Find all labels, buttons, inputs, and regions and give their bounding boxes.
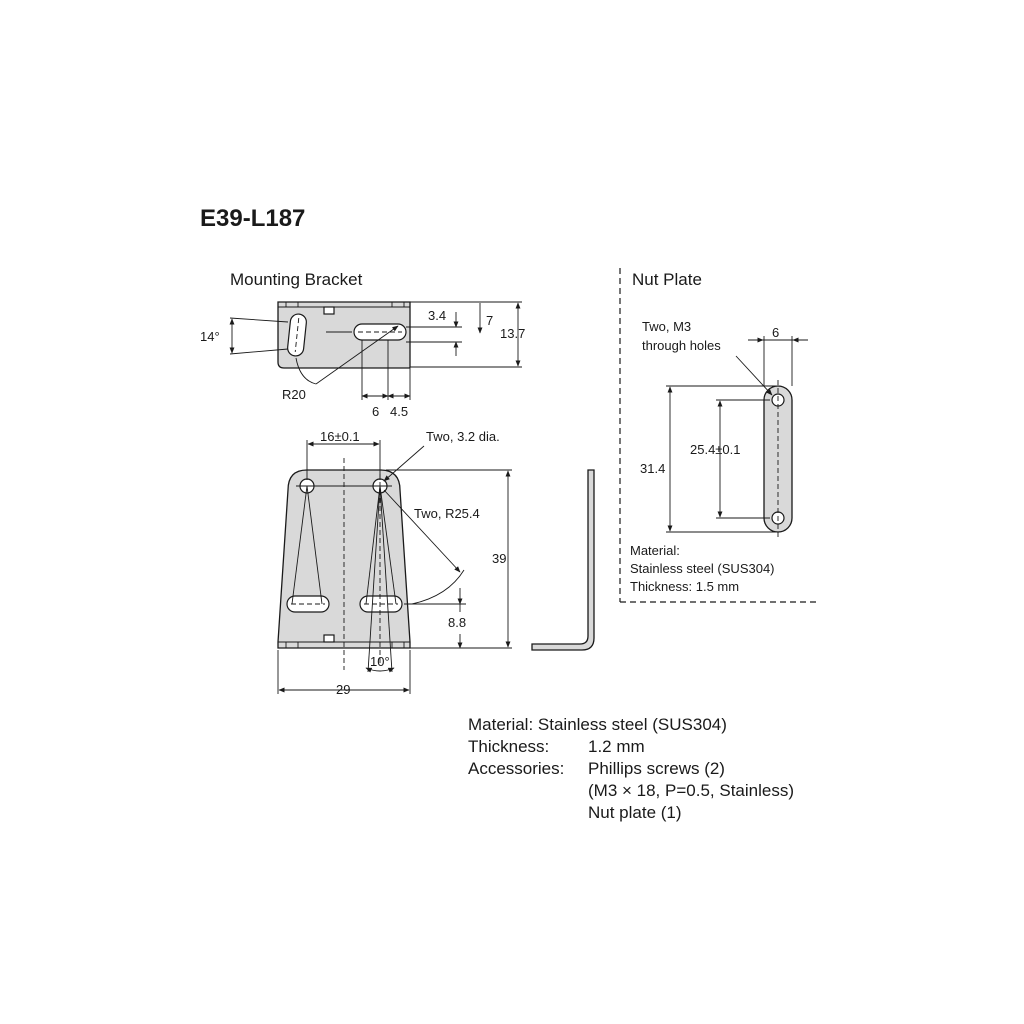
mounting-bracket-label: Mounting Bracket bbox=[230, 270, 363, 289]
holes-note: Two, 3.2 dia. bbox=[426, 429, 500, 444]
nut-plate-drawing bbox=[666, 336, 808, 538]
spec-accessories-2: (M3 × 18, P=0.5, Stainless) bbox=[588, 781, 794, 800]
nut-dim-width: 6 bbox=[772, 325, 780, 340]
slot-radius-note: Two, R25.4 bbox=[414, 506, 480, 521]
spec-accessories-label: Accessories: bbox=[468, 759, 565, 778]
nut-plate-label: Nut Plate bbox=[632, 270, 702, 289]
dim-13-7: 13.7 bbox=[500, 326, 526, 341]
dim-height-39: 39 bbox=[492, 551, 507, 566]
dim-hole-spacing: 16±0.1 bbox=[320, 429, 360, 444]
nut-dim-pitch: 25.4±0.1 bbox=[690, 442, 741, 457]
spec-thickness-label: Thickness: bbox=[468, 737, 550, 756]
dim-radius-r20: R20 bbox=[282, 387, 306, 402]
nut-holes-note-2: through holes bbox=[642, 338, 721, 353]
dim-angle-10: 10° bbox=[370, 654, 390, 669]
nut-holes-note-1: Two, M3 bbox=[642, 319, 692, 334]
dim-angle-14: 14° bbox=[200, 329, 220, 344]
nut-material: Stainless steel (SUS304) bbox=[630, 561, 775, 576]
dim-4-5: 4.5 bbox=[390, 404, 409, 419]
nut-dim-length: 31.4 bbox=[640, 461, 666, 476]
dim-7: 7 bbox=[486, 313, 494, 328]
dim-width-29: 29 bbox=[336, 682, 351, 697]
bracket-top-view bbox=[230, 302, 522, 400]
dim-8-8: 8.8 bbox=[448, 615, 467, 630]
drawing-title: E39-L187 bbox=[200, 205, 306, 232]
dim-6: 6 bbox=[372, 404, 380, 419]
bracket-side-view bbox=[532, 470, 594, 650]
dim-3-4: 3.4 bbox=[428, 308, 447, 323]
spec-accessories-1: Phillips screws (2) bbox=[588, 759, 725, 778]
spec-material: Material: Stainless steel (SUS304) bbox=[468, 715, 727, 734]
nut-thickness: Thickness: 1.5 mm bbox=[630, 579, 740, 594]
nut-material-label: Material: bbox=[630, 543, 680, 558]
spec-accessories-3: Nut plate (1) bbox=[588, 803, 682, 822]
spec-thickness-value: 1.2 mm bbox=[588, 737, 645, 756]
bracket-front-view bbox=[278, 440, 512, 694]
